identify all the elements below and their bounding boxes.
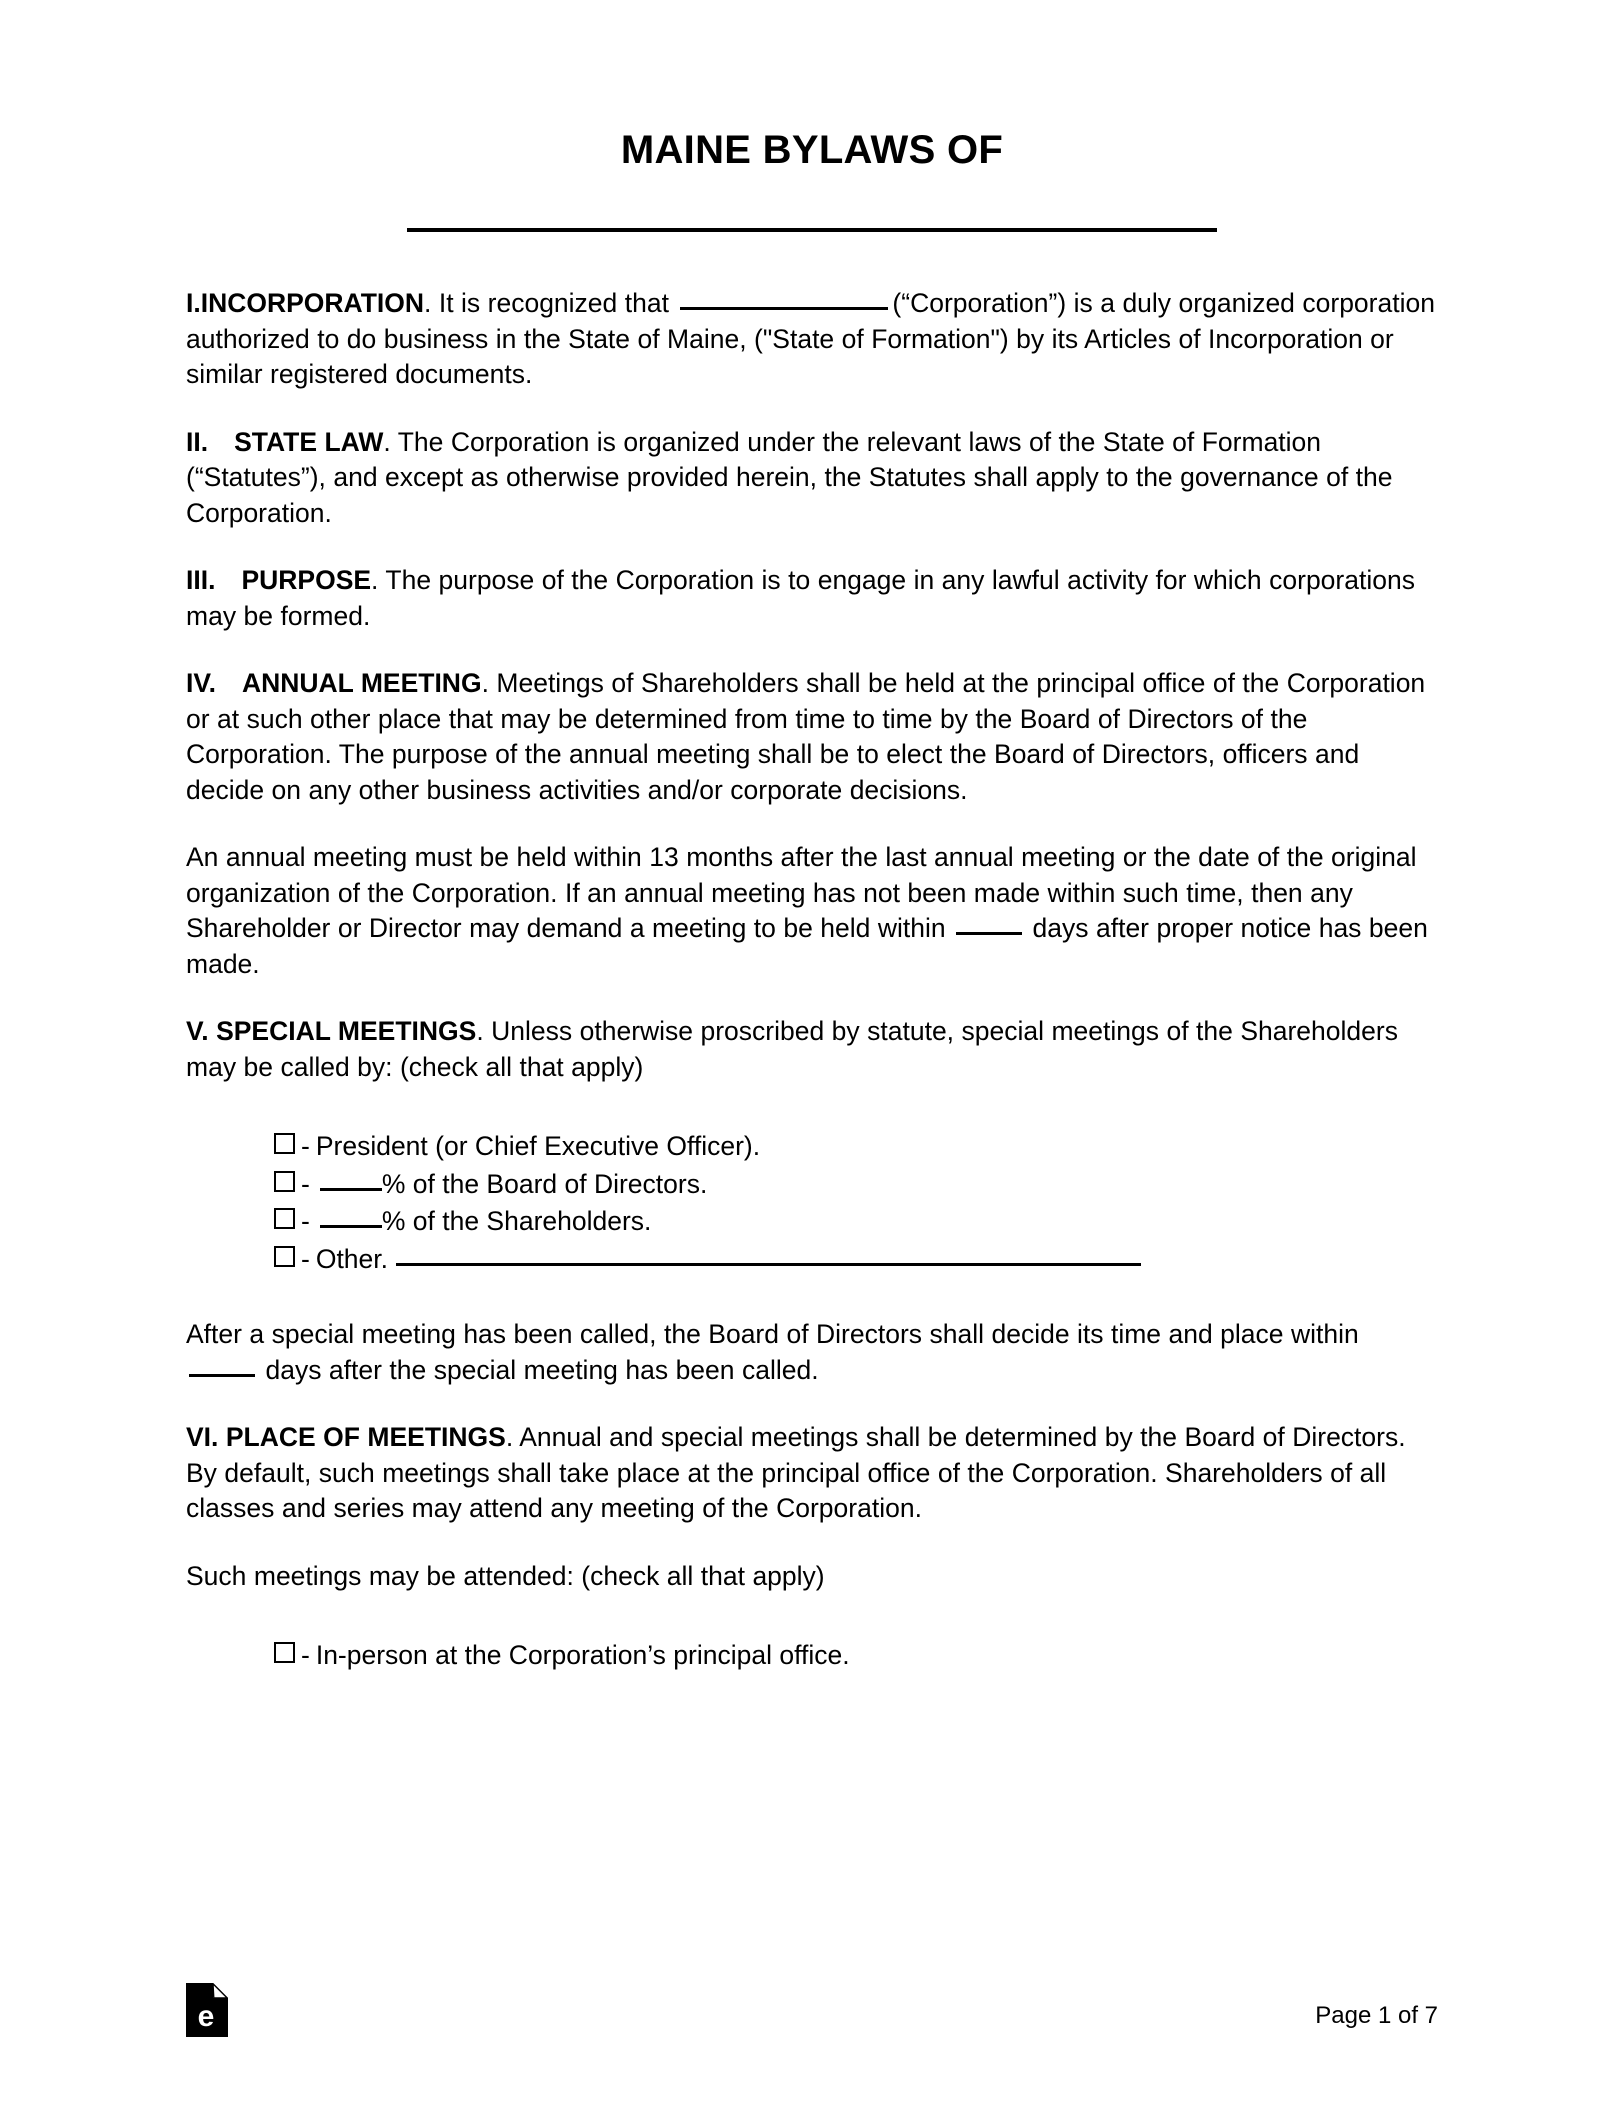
section-place-of-meetings (186, 1420, 1438, 1527)
section-purpose (186, 563, 1438, 634)
page-footer (186, 1967, 1438, 2037)
checkbox-icon[interactable] (274, 1642, 295, 1663)
section-state-law-heading: STATE LAW (234, 426, 384, 457)
section-incorporation-text-after: (“Corporation”) is a duly organized corporation authorized to do business in the State of Maine, ("State of Formation") by its Articles of Incorporation or similar registered documents. (186, 288, 1435, 389)
list-item[interactable] (186, 1242, 1438, 1278)
option-dash: - (301, 1168, 310, 1199)
corporation-name-blank[interactable] (680, 286, 888, 310)
board-percent-blank[interactable] (320, 1167, 382, 1191)
page-number: Page 1 of 7 (1315, 2002, 1438, 2029)
option-dash: - (301, 1243, 310, 1274)
section-purpose-heading: PURPOSE (241, 565, 372, 595)
section-state-law-number: II. (186, 426, 209, 457)
svg-text:e: e (197, 2000, 215, 2033)
after-special-meeting-paragraph (186, 1317, 1438, 1388)
section-place-of-meetings-number: VI. (186, 1422, 219, 1452)
section-special-meetings-text: . Unless otherwise proscribed by statute, special meetings of the Shareholders may be called by: (check all that apply) (186, 1016, 1398, 1082)
section-place-of-meetings-heading: PLACE OF MEETINGS (225, 1422, 506, 1452)
option-label: Other. (315, 1243, 389, 1274)
eforms-logo-icon (186, 1983, 228, 2037)
title-underline-wrap (186, 172, 1438, 232)
section-incorporation-text-before: . It is recognized that (424, 288, 677, 318)
after-special-meeting-text-after: days after the special meeting has been called. (258, 1354, 819, 1385)
option-label: President (or Chief Executive Officer). (315, 1131, 761, 1161)
annual-meeting-timing-paragraph (186, 840, 1438, 982)
attendance-intro-paragraph: Such meetings may be attended: (check all that apply) (186, 1560, 825, 1591)
document-content (186, 0, 1438, 1676)
annual-meeting-days-blank[interactable] (956, 911, 1022, 935)
after-special-meeting-text-before: After a special meeting has been called, the Board of Directors shall decide its time and place within (186, 1319, 1359, 1349)
list-item[interactable] (186, 1167, 1438, 1203)
section-special-meetings (186, 1014, 1438, 1085)
checkbox-icon[interactable] (274, 1133, 295, 1154)
option-label: % of the Shareholders. (381, 1206, 652, 1236)
annual-meeting-timing-text-before: An annual meeting must be held within 13 months after the last annual meeting or the date of the original organization of the Corporation. If an annual meeting has not been made within such time, then any Shareholder or Director may demand a meeting to be held within (186, 842, 1417, 943)
section-state-law (186, 425, 1438, 532)
section-incorporation-heading: INCORPORATION (200, 288, 425, 318)
title-underline-rule (407, 228, 1217, 232)
option-label: In-person at the Corporation’s principal office. (315, 1640, 850, 1670)
attendance-options-list (186, 1638, 1438, 1674)
list-item[interactable] (186, 1204, 1438, 1240)
document-body (186, 232, 1438, 1674)
section-annual-meeting-text: . Meetings of Shareholders shall be held at the principal office of the Corporation or at such other place that may be determined from time to time by the Board of Directors of the Corporation. The purpose of the annual meeting shall be to elect the Board of Directors, officers and decide on any other business activities and/or corporate decisions. (186, 668, 1426, 805)
shareholders-percent-blank[interactable] (320, 1204, 382, 1228)
section-place-of-meetings-text: . Annual and special meetings shall be determined by the Board of Directors. By default, such meetings shall take place at the principal office of the Corporation. Shareholders of all classes and series may attend any meeting of the Corporation. (186, 1422, 1406, 1523)
section-purpose-text: . The purpose of the Corporation is to engage in any lawful activity for which corporations may be formed. (186, 565, 1415, 631)
section-annual-meeting-number: IV. (186, 668, 216, 698)
special-meeting-days-blank[interactable] (189, 1353, 255, 1377)
option-label: % of the Board of Directors. (381, 1168, 708, 1199)
checkbox-icon[interactable] (274, 1246, 295, 1267)
section-special-meetings-number: V. (186, 1016, 209, 1046)
checkbox-icon[interactable] (274, 1171, 295, 1192)
section-annual-meeting (186, 666, 1438, 808)
section-state-law-text: . The Corporation is organized under the relevant laws of the State of Formation (“Statutes”), and except as otherwise provided herein, the Statutes shall apply to the governance of the Corporation. (186, 426, 1393, 528)
option-dash: - (301, 1206, 310, 1236)
special-meetings-options-list (186, 1129, 1438, 1277)
section-annual-meeting-heading: ANNUAL MEETING (241, 668, 482, 698)
other-text-blank[interactable] (396, 1242, 1141, 1266)
section-purpose-number: III. (186, 565, 216, 595)
section-incorporation (186, 286, 1438, 393)
option-dash: - (301, 1640, 310, 1670)
page-title: MAINE BYLAWS OF (620, 128, 1004, 172)
section-special-meetings-heading: SPECIAL MEETINGS (216, 1016, 477, 1046)
checkbox-icon[interactable] (274, 1208, 295, 1229)
option-dash: - (301, 1131, 310, 1161)
list-item[interactable] (186, 1638, 1438, 1674)
annual-meeting-timing-text-after: days after proper notice has been made. (186, 913, 1428, 979)
list-item[interactable] (186, 1129, 1438, 1165)
section-incorporation-number: I. (186, 288, 201, 318)
